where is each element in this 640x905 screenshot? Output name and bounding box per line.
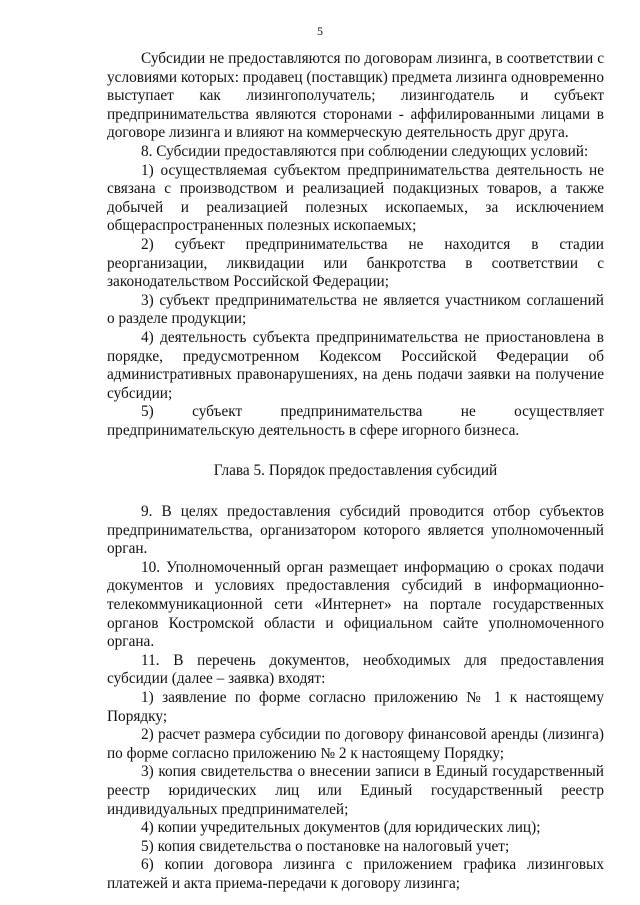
document-item-1: 1) заявление по форме согласно приложению № 1 к настоящему Порядку; [107, 689, 604, 725]
paragraph-10-information: 10. Уполномоченный орган размещает информацию о сроках подачи документов и условиях предоставления субсидий в информационно-телекоммуникационной сети «Интернет» на портале государственных органов Костромской области и официальном сайте уполномоченного органа. [107, 558, 604, 651]
paragraph-11-documents: 11. В перечень документов, необходимых для предоставления субсидии (далее – заявка) входят: [107, 651, 604, 688]
condition-item-3: 3) субъект предпринимательства не является участником соглашений о разделе продукции; [107, 291, 604, 328]
condition-item-2: 2) субъект предпринимательства не находится в стадии реорганизации, ликвидации или банкротства в соответствии с законодательством Российской Федерации; [107, 235, 604, 291]
condition-item-5: 5) субъект предпринимательства не осуществляет предпринимательскую деятельность в сфере игорного бизнеса. [107, 403, 604, 439]
document-item-3: 3) копия свидетельства о внесении записи в Единый государственный реестр юридических лиц или Единый государственный реестр индивидуальных предпринимателей; [107, 763, 604, 818]
paragraph-9-selection: 9. В целях предоставления субсидий проводится отбор субъектов предпринимательства, организатором которого является уполномоченный орган. [107, 503, 604, 558]
chapter-heading: Глава 5. Порядок предоставления субсидий [213, 462, 498, 480]
document-item-5: 5) копия свидетельства о постановке на налоговый учет; [141, 837, 510, 855]
document-body [107, 50, 604, 894]
document-item-4: 4) копии учредительных документов (для юридических лиц); [141, 819, 541, 837]
document-item-6: 6) копии договора лизинга с приложением графика лизинговых платежей и акта приема-передачи к договору лизинга; [107, 856, 604, 892]
condition-item-1: 1) осуществляемая субъектом предпринимательства деятельность не связана с производством и реализацией подакцизных товаров, а также добычей и реализацией полезных ископаемых, за исключением общераспространенных полезных ископаемых; [107, 161, 604, 235]
page-number: 5 [317, 24, 323, 38]
paragraph-8-conditions: 8. Субсидии предоставляются при соблюдении следующих условий: [141, 142, 589, 160]
paragraph-leasing-exclusion: Субсидии не предоставляются по договорам лизинга, в соответствии с условиями которых: продавец (поставщик) предмета лизинга одновременно выступает как лизингополучатель; лизингодатель и субъект предпринимательства являются сторонами - аффилированными лицами в договоре лизинга и влияют на коммерческую деятельность друг друга. [107, 50, 604, 142]
condition-item-4: 4) деятельность субъекта предпринимательства не приостановлена в порядке, предусмотренном Кодексом Российской Федерации об административных правонарушениях, на день подачи заявки на получение субсидии; [107, 328, 604, 402]
document-item-2: 2) расчет размера субсидии по договору финансовой аренды (лизинга) по форме согласно приложению № 2 к настоящему Порядку; [107, 726, 604, 762]
